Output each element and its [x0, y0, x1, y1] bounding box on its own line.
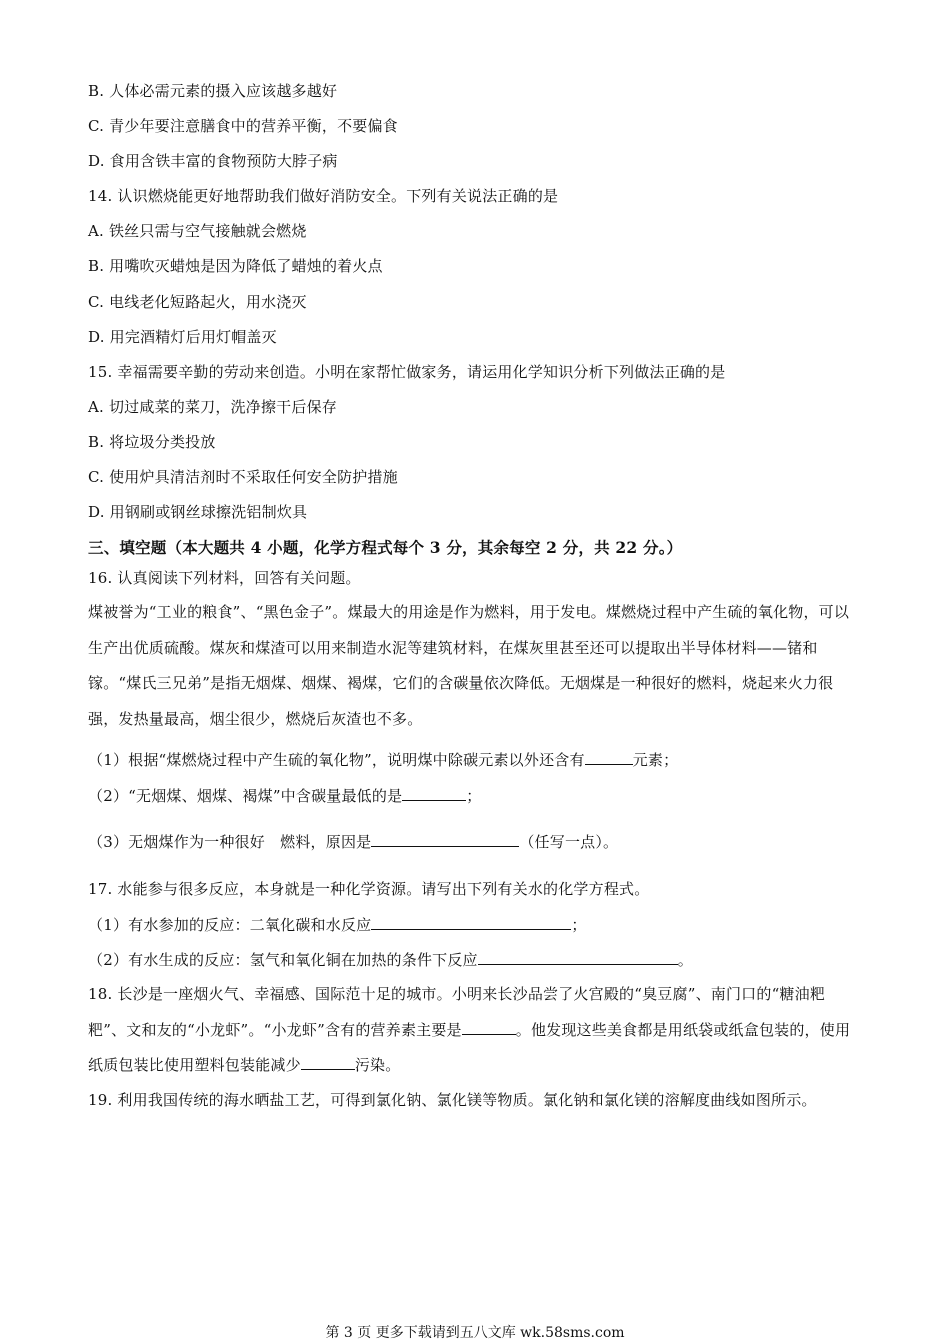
q15-option-d: D. 用钢刷或钢丝球擦洗铝制炊具	[88, 503, 308, 521]
q16-sub3-suffix: （任写一点）。	[519, 833, 619, 851]
section-3-heading: 三、填空题（本大题共 4 小题，化学方程式每个 3 分，其余每空 2 分，共 22 分。）	[88, 538, 683, 557]
q17-stem: 17. 水能参与很多反应，本身就是一种化学资源。请写出下列有关水的化学方程式。	[88, 880, 650, 898]
q19-stem: 19. 利用我国传统的海水晒盐工艺，可得到氯化钠、氯化镁等物质。氯化钠和氯化镁的溶解度曲线如图所示。	[88, 1091, 817, 1109]
q16-stem: 16. 认真阅读下列材料，回答有关问题。	[88, 569, 361, 587]
q16-sub2-answer-blank[interactable]	[402, 786, 466, 801]
q17-sub2-suffix: 。	[677, 951, 693, 969]
q17-sub1	[88, 915, 587, 935]
q16-sub1-text: （1）根据“煤燃烧过程中产生硫的氧化物”，说明煤中除碳元素以外还含有	[88, 751, 585, 769]
q14-stem: 14. 认识燃烧能更好地帮助我们做好消防安全。下列有关说法正确的是	[88, 187, 559, 205]
q14-option-a: A. 铁丝只需与空气接触就会燃烧	[88, 222, 307, 240]
q15-stem: 15. 幸福需要辛勤的劳动来创造。小明在家帮忙做家务，请运用化学知识分析下列做法正确的是	[88, 363, 726, 381]
q18-block	[88, 977, 860, 1084]
q16-sub1-answer-blank[interactable]	[585, 750, 633, 765]
q17-sub2-text: （2）有水生成的反应：氢气和氧化铜在加热的条件下反应	[88, 951, 478, 969]
q18-text-part1: 18. 长沙是一座烟火气、幸福感、国际范十足的城市。小明来长沙品尝了火宫殿的“臭豆腐”、南门口的“糖油粑粑”、文和友的“小龙虾”。“小龙虾”含有的营养素主要是	[88, 985, 826, 1039]
q18-pollution-blank[interactable]	[301, 1055, 355, 1070]
q17-sub1-text: （1）有水参加的反应：二氧化碳和水反应	[88, 916, 372, 934]
q14-option-d: D. 用完酒精灯后用灯帽盖灭	[88, 328, 277, 346]
q14-option-c: C. 电线老化短路起火，用水浇灭	[88, 293, 307, 311]
q18-text-part2: 。他发现这些美食都是用纸袋或纸盒包装的，使用纸质包装比使用塑料包装能减少	[88, 1020, 851, 1074]
q17-sub1-suffix: ；	[571, 916, 587, 934]
q17-sub2	[88, 950, 693, 970]
q16-sub1	[88, 750, 678, 770]
q13-option-d: D. 食用含铁丰富的食物预防大脖子病	[88, 152, 338, 170]
q13-option-c: C. 青少年要注意膳食中的营养平衡，不要偏食	[88, 117, 398, 135]
q16-sub2	[88, 786, 482, 806]
q15-option-c: C. 使用炉具清洁剂时不采取任何安全防护措施	[88, 468, 398, 486]
q16-sub3	[88, 832, 618, 852]
q18-nutrient-blank[interactable]	[462, 1020, 516, 1035]
q15-option-a: A. 切过咸菜的菜刀，洗净擦干后保存	[88, 398, 337, 416]
q18-text-part3: 污染。	[354, 1056, 401, 1074]
q17-sub2-answer-blank[interactable]	[478, 950, 678, 965]
page-footer: 第 3 页 更多下载请到五八文库 wk.58sms.com	[325, 1325, 625, 1341]
q16-sub1-suffix: 元素；	[632, 751, 679, 769]
q16-sub2-text: （2）“无烟煤、烟煤、褐煤”中含碳量最低的是	[88, 787, 403, 805]
q14-option-b: B. 用嘴吹灭蜡烛是因为降低了蜡烛的着火点	[88, 257, 383, 275]
q15-option-b: B. 将垃圾分类投放	[88, 433, 216, 451]
q16-sub3-text: （3）无烟煤作为一种很好 燃料，原因是	[88, 833, 372, 851]
q17-sub1-answer-blank[interactable]	[371, 915, 571, 930]
q16-passage: 煤被誉为“工业的粮食”、“黑色金子”。煤最大的用途是作为燃料，用于发电。煤燃烧过程中产生硫的氧化物，可以生产出优质硫酸。煤灰和煤渣可以用来制造水泥等建筑材料，在煤灰里甚至还可以提取出半导体材料——锗和镓。“煤氏三兄弟”是指无烟煤、烟煤、褐煤，它们的含碳量依次降低。无烟煤是一种很好的燃料，烧起来火力很强，发热量最高，烟尘很少，燃烧后灰渣也不多。	[88, 603, 850, 728]
q16-sub3-answer-blank[interactable]	[371, 832, 519, 847]
q16-sub2-suffix: ；	[466, 787, 482, 805]
q13-option-b: B. 人体必需元素的摄入应该越多越好	[88, 82, 338, 100]
